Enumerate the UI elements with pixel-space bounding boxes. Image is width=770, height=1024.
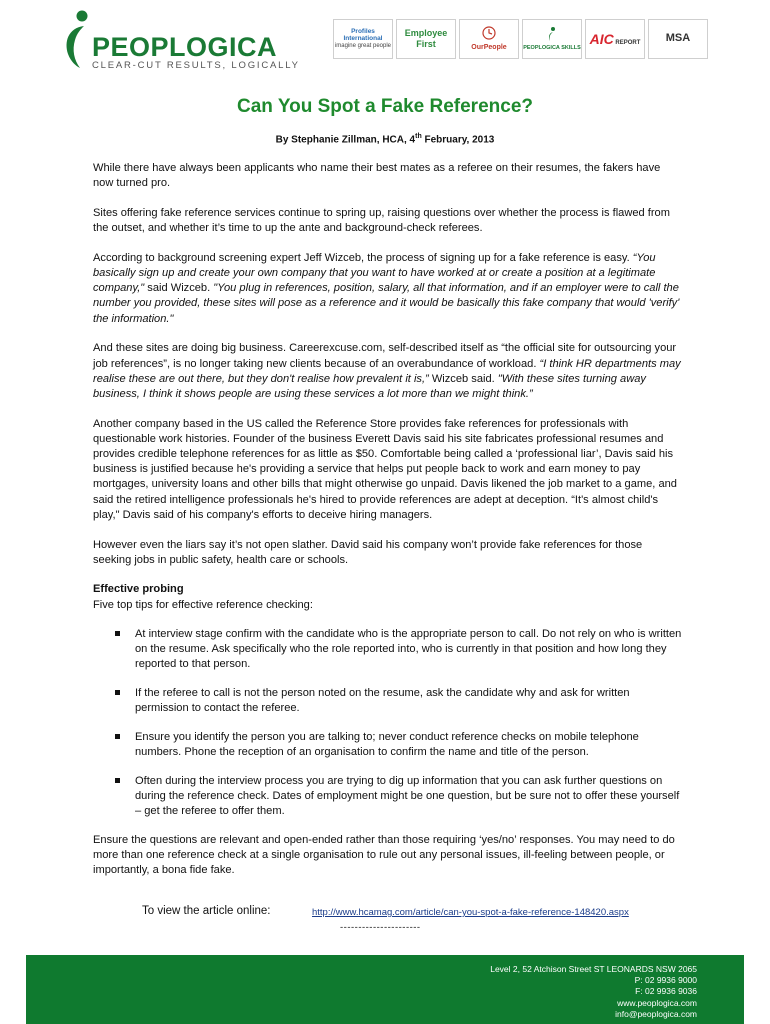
ourpeople-name: OurPeople [471, 44, 507, 52]
footer-address: Level 2, 52 Atchison Street ST LEONARDS NSW 2065 [490, 964, 697, 974]
list-item [93, 686, 683, 716]
peoplogica-logo[interactable] [62, 6, 300, 71]
employee-first-logo[interactable] [396, 19, 456, 59]
footer-website-link[interactable]: www.peoplogica.com [617, 997, 697, 1008]
p4-text-b: Wizceb said. [428, 372, 498, 385]
paragraph-reference-store: Another company based in the US called the Reference Store provides fake references for professionals with questionable work histories. Founder of the business Everett Davis said his site fabricates professional resumes and provides credible telephone references for as little as $50. Comfortable being called a ‘professional liar’, Davis said his business is justified because he's providing a service that helps put people back to work and earn money to pay mortgages, university loans and other bills that might otherwise go unpaid. Davis likened the job market to a game, and said the retired intelligence professionals he's hired to provide references are adept at deception. “It's almost child's play," Davis said of his company's efforts to deceive hiring managers. [93, 417, 677, 521]
byline-author-date: By Stephanie Zillman, HCA, 4 [275, 134, 416, 146]
tip-text: If the referee to call is not the person noted on the resume, ask the candidate why and ask for written permission to contact the referee. [135, 686, 630, 715]
peoplogica-skills-logo[interactable] [522, 19, 582, 59]
bullet-icon [115, 690, 120, 695]
profiles-logo[interactable] [333, 19, 393, 59]
profiles-name: Profiles International [343, 27, 383, 43]
msa-name: MSA [665, 32, 691, 45]
list-item [93, 730, 683, 760]
footer-fax: F: 02 9936 9036 [635, 986, 697, 997]
article-byline [0, 133, 770, 145]
partner-logos [333, 19, 708, 59]
aic-report-logo[interactable] [585, 19, 645, 59]
link-dashes: ---------------------- [340, 922, 421, 933]
skills-name: PEOPLOGICA SKILLS [523, 45, 581, 52]
list-item [93, 627, 683, 673]
brand-tagline: CLEAR-CUT RESULTS, LOGICALLY [92, 60, 300, 71]
aic-sub: REPORT [615, 39, 641, 46]
article-body [93, 161, 683, 893]
p3-text-a: According to background screening expert Jeff Wizceb, the process of signing up for a fake reference is easy. [93, 251, 633, 264]
paragraph-wizceb [93, 251, 683, 327]
footer-email-link[interactable]: info@peoplogica.com [615, 1008, 697, 1019]
byline-month-year: February, 2013 [421, 134, 495, 146]
p3-quote-a: “You basically sign up and create your own company that you want to have worked at or create a position at a legitimate company," [93, 251, 656, 295]
section-intro: Five top tips for effective reference checking: [93, 598, 313, 611]
paragraph-intro: While there have always been applicants who name their best mates as a referee on their resumes, the fakers have now turned pro. [93, 162, 661, 190]
p3-text-b: said Wizceb. [144, 282, 214, 295]
tip-text: Often during the interview process you are trying to dig up information that you can ask further questions on during the reference check. Dates of employment might be one question, but be sure not to offer these yourself – get the referee to offer them. [135, 774, 680, 818]
p3-quote-b: "You plug in references, position, salary, all that information, and if an employer were to call the number you provided, these sites will pose as a reference and it would be basically this fake company that would 'verify' the information." [93, 282, 680, 325]
footer-phone: P: 02 9936 9000 [634, 975, 697, 986]
online-label: To view the article online: [142, 905, 271, 917]
clock-icon [481, 25, 497, 41]
tips-list [93, 627, 683, 820]
article-link[interactable]: http://www.hcamag.com/article/can-you-spot-a-fake-reference-148420.aspx [312, 907, 629, 918]
tip-text: At interview stage confirm with the candidate who is the appropriate person to call. Do not rely on who is written on the resume. Ask specifically who the role reported into, who is currently in that position and how long they reported to that person. [135, 627, 682, 671]
aic-name: AIC [589, 30, 614, 47]
p4-text-a: And these sites are doing big business. Careerexcuse.com, self-described itself as “the official site for outsourcing your job references”, is no longer taking new clients because of an overabundance of workload. [93, 342, 677, 370]
msa-logo[interactable] [648, 19, 708, 59]
paragraph-sites: Sites offering fake reference services continue to spring up, raising questions over whether the process is flawed from the outset, and whether it’s time to up the ante and background-check referees. [93, 206, 670, 235]
bullet-icon [115, 778, 120, 783]
paragraph-careerexcuse [93, 341, 683, 402]
byline-ordinal: th [415, 133, 422, 140]
profiles-sub: imagine great people [334, 43, 392, 50]
footer-contact [490, 964, 697, 1020]
brand-name: PEOPLOGICA [92, 32, 278, 62]
section-heading: Effective probing [93, 583, 184, 596]
p4-quote-a: “I think HR departments may realise these are out there, but they don't realise how prevalent it is,” [93, 357, 681, 385]
tip-text: Ensure you identify the person you are talking to; never conduct reference checks on mobile telephone numbers. Phone the reception of an organisation to confirm the name and title of the person. [135, 730, 639, 759]
bullet-icon [115, 734, 120, 739]
bullet-icon [115, 631, 120, 636]
list-item [93, 774, 683, 820]
employee-first-name: Employee First [404, 28, 448, 49]
page-header [0, 0, 770, 90]
peoplogica-person-icon [62, 6, 96, 70]
ourpeople-logo[interactable] [459, 19, 519, 59]
page-footer [26, 955, 744, 1024]
skills-person-icon [547, 26, 557, 42]
paragraph-open-slather: However even the liars say it’s not open slather. David said his company won’t provide fake references for those seeking jobs in public safety, health care or schools. [93, 538, 643, 566]
online-article-row [0, 905, 770, 945]
article-title: Can You Spot a Fake Reference? [237, 96, 533, 117]
p4-quote-b: "With these sites turning away business, I think it shows people are using these services a lot more than we might think.” [93, 372, 646, 400]
paragraph-closing: Ensure the questions are relevant and open-ended rather than those requiring ‘yes/no’ responses. You may need to do more than one reference check at a single organisation to rule out any personal issues, ill-feeling between people, or importantly, a bona fide fake. [93, 833, 675, 877]
